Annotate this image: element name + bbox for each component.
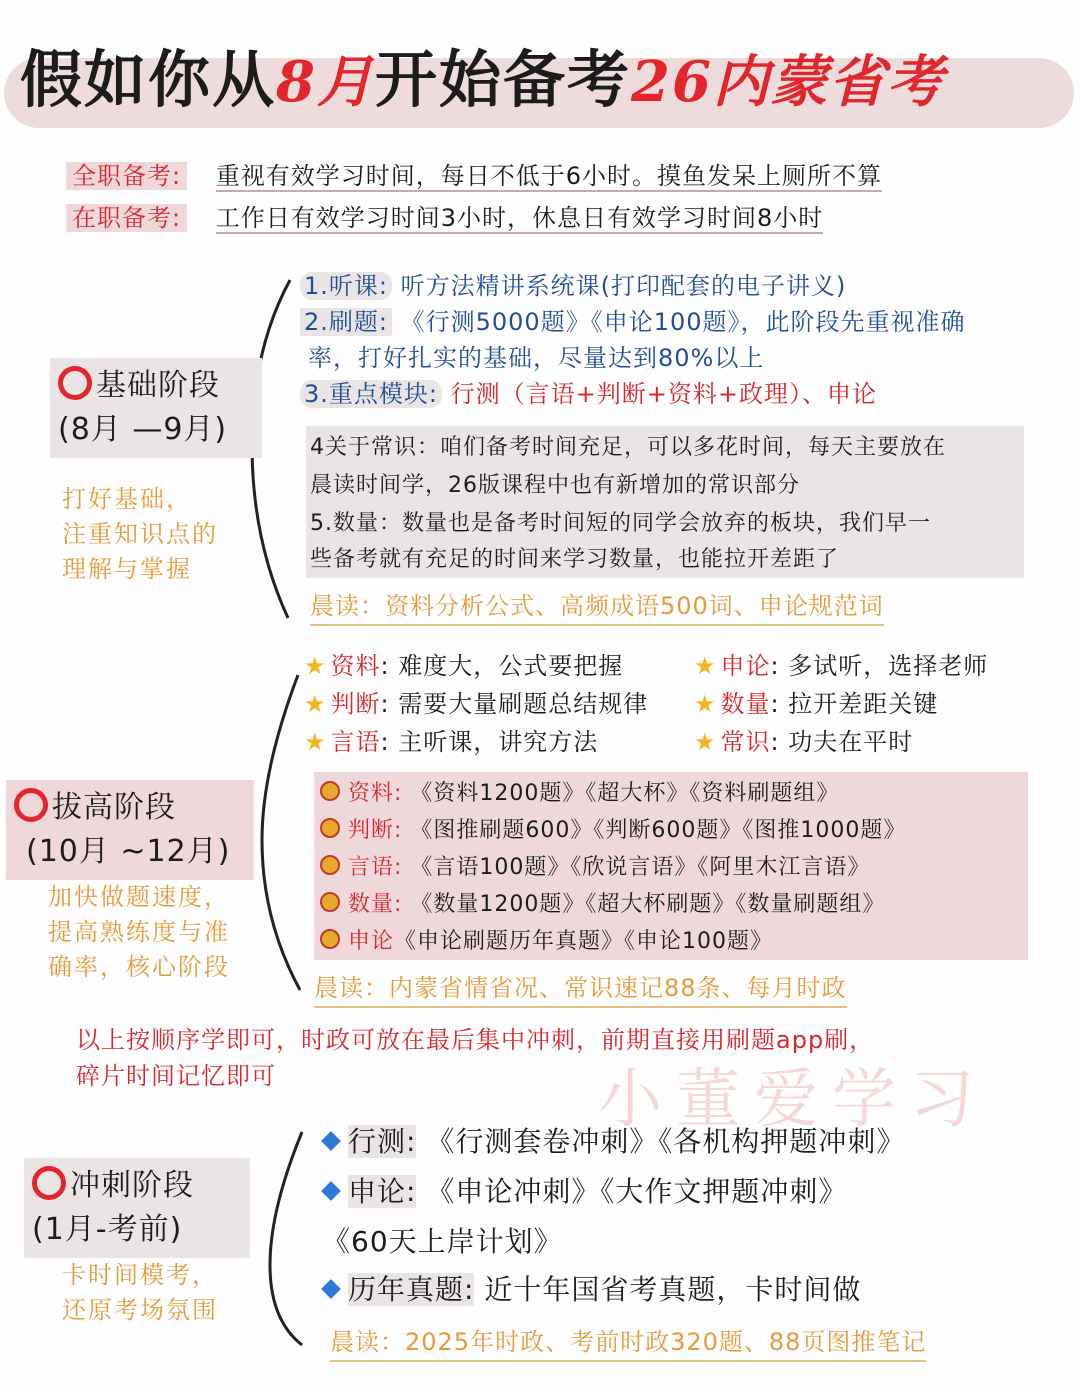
medal-icon: [320, 892, 340, 912]
stage2-desc: 加快做题速度， 提高熟练度与准 确率，核心阶段: [48, 883, 230, 981]
stage1-morning-reading: 晨读：资料分析公式、高频成语500词、申论规范词: [310, 588, 884, 626]
book-row: 判断: 《图推刷题600》《判断600题》《图推1000题》: [320, 813, 906, 849]
book-row: 数量: 《数量1200题》《超大杯刷题》《数量刷题组》: [320, 887, 885, 923]
tip-essay: ★ 申论: 多试听，选择老师: [694, 652, 989, 680]
stage1-desc: 打好基础， 注重知识点的 理解与掌握: [62, 485, 218, 583]
star-icon: ★: [304, 690, 327, 718]
note-line: 晨读时间学，26版课程中也有新增加的常识部分: [310, 473, 800, 498]
stage3-desc: 卡时间模考， 还原考场氛围: [62, 1261, 218, 1324]
tip-common: ★ 常识: 功夫在平时: [694, 728, 914, 756]
medal-icon: [320, 855, 340, 875]
star-icon: ★: [304, 728, 327, 756]
page-title: 假如你从8月开始备考26内蒙省考: [20, 43, 945, 116]
stage2-books-box: [314, 772, 1028, 960]
star-icon: ★: [304, 652, 327, 680]
circle-icon: [58, 366, 92, 400]
stage1-item-modules: 3.重点模块: 行测（言语+判断+资料+政理）、申论: [300, 376, 877, 412]
stage1-item-practice-cont: 率，打好扎实的基础，尽量达到80%以上: [308, 344, 765, 372]
star-icon: ★: [694, 652, 717, 680]
stage3-header: 冲刺阶段 (1月-考前): [24, 1158, 250, 1258]
tip-data: ★ 资料: 难度大，公式要把握: [304, 652, 624, 680]
note-line: 5.数量：数量也是备考时间短的同学会放弃的板块，我们早一: [310, 511, 931, 536]
stage1-header: 基础阶段 (8月 —9月): [50, 358, 262, 458]
intro-part-time: 在职备考: 工作日有效学习时间3小时，休息日有效学习时间8小时: [66, 200, 823, 236]
stage2-header: 拔高阶段 (10月 ~12月): [6, 780, 254, 880]
book-row: 申论《申论刷题历年真题》《申论100题》: [320, 924, 773, 960]
star-icon: ★: [694, 728, 717, 756]
tip-judgement: ★ 判断: 需要大量刷题总结规律: [304, 690, 649, 718]
stage1-item-listen: 1.听课: 听方法精讲系统课(打印配套的电子讲义): [300, 268, 846, 304]
stage3-morning-reading: 晨读：2025年时政、考前时政320题、88页图推笔记: [330, 1324, 926, 1362]
circle-icon: [32, 1166, 66, 1200]
stage3-item-xingce: 行测: 《行测套卷冲刺》《各机构押题冲刺》: [318, 1120, 905, 1164]
stage2-morning-reading: 晨读：内蒙省情省况、常识速记88条、每月时政: [314, 970, 847, 1008]
watermark: 小董爱学习: [598, 1063, 988, 1137]
note-line: 4关于常识：咱们备考时间充足，可以多花时间，每天主要放在: [310, 435, 946, 460]
stage1-notes-box: [306, 426, 1024, 578]
note-line-2: 碎片时间记忆即可: [76, 1062, 276, 1090]
diamond-icon: [321, 1181, 341, 1201]
circle-icon: [14, 788, 48, 822]
intro-full-time: 全职备考: 重视有效学习时间，每日不低于6小时。摸鱼发呆上厕所不算: [66, 158, 882, 194]
stage3-item-shenlun: 申论: 《申论冲刺》《大作文押题冲刺》: [318, 1170, 847, 1214]
tip-quantity: ★ 数量: 拉开差距关键: [694, 690, 939, 718]
book-row: 言语: 《言语100题》《欣说言语》《阿里木江言语》: [320, 850, 870, 886]
medal-icon: [320, 929, 340, 949]
medal-icon: [320, 818, 340, 838]
note-line-1: 以上按顺序学即可，时政可放在最后集中冲刺，前期直接用刷题app刷，: [76, 1026, 875, 1054]
diamond-icon: [321, 1279, 341, 1299]
tip-verbal: ★ 言语: 主听课，讲究方法: [304, 728, 599, 756]
stage1-item-practice: 2.刷题: 《行测5000题》《申论100题》，此阶段先重视准确: [300, 304, 966, 340]
book-row: 资料: 《资料1200题》《超大杯》《资料刷题组》: [320, 776, 839, 812]
star-icon: ★: [694, 690, 717, 718]
stage3-item-past-papers: 历年真题: 近十年国省考真题，卡时间做: [318, 1268, 861, 1312]
diamond-icon: [321, 1131, 341, 1151]
note-line: 些备考就有充足的时间来学习数量，也能拉开差距了: [310, 547, 840, 572]
medal-icon: [320, 781, 340, 801]
stage3-extra-plan: 《60天上岸计划》: [322, 1225, 563, 1258]
